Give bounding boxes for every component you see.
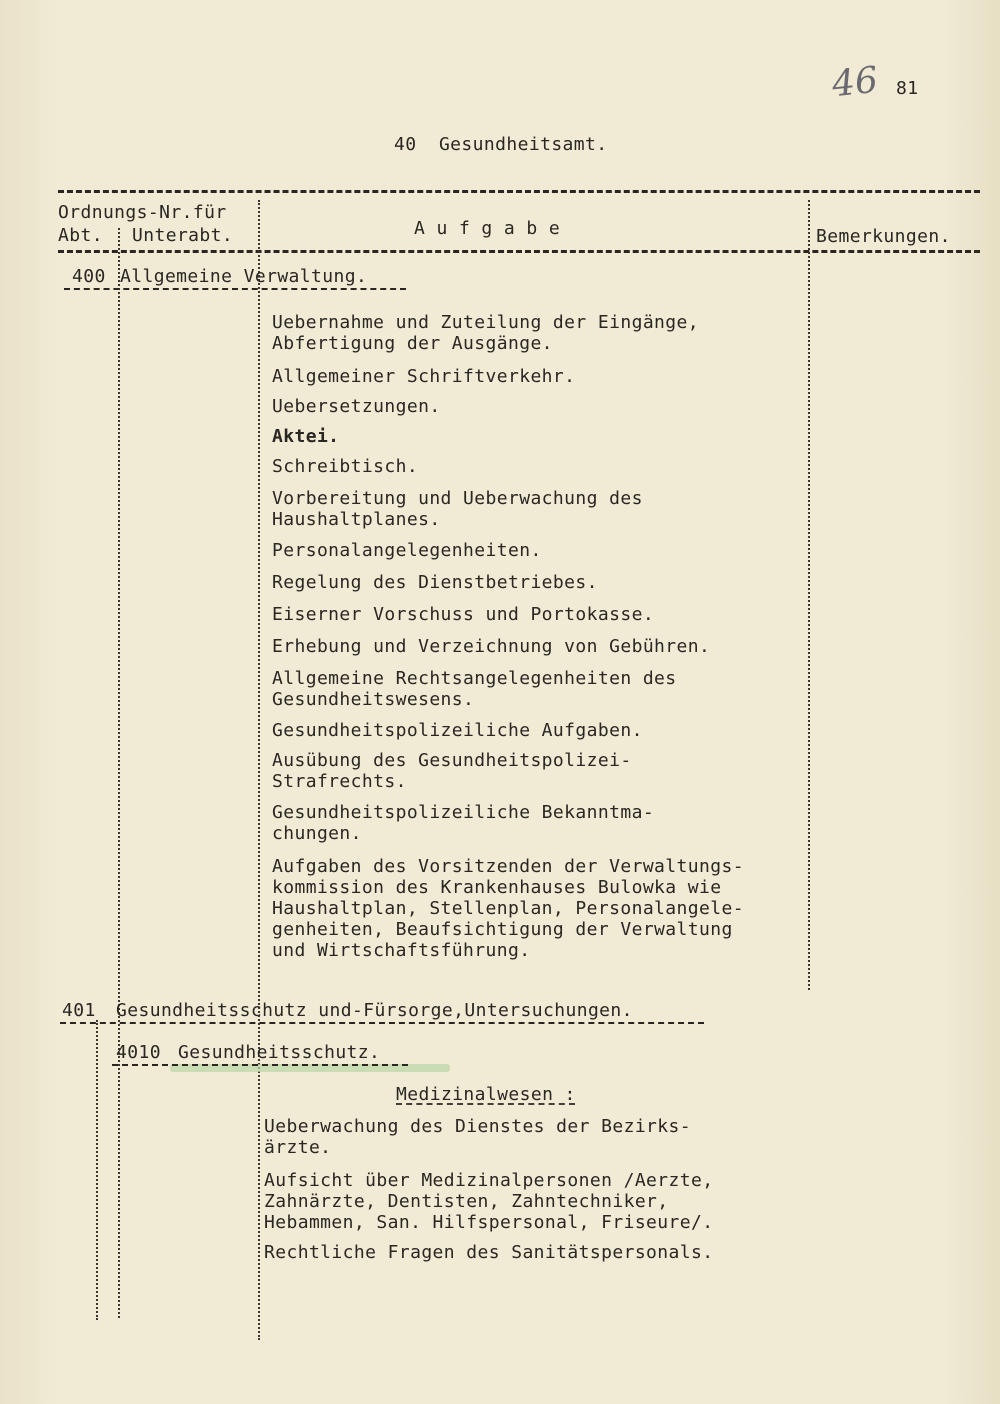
column-divider-abt (118, 228, 120, 1318)
column-divider-unterabt (258, 200, 260, 1340)
task-4010-1: Ueberwachung des Dienstes der Bezirks- ärzte. (264, 1116, 692, 1158)
section-401-number: 401 (62, 1000, 96, 1021)
task-400-4: Aktei. (272, 426, 340, 447)
task-400-2: Allgemeiner Schriftverkehr. (272, 366, 576, 387)
header-ordnungs-nr: Ordnungs-Nr.für (58, 202, 227, 223)
subheading-medizinalwesen: Medizinalwesen : (396, 1084, 576, 1105)
task-400-11: Allgemeine Rechtsangelegenheiten des Gesundheitswesens. (272, 668, 677, 710)
column-divider-left (96, 1020, 98, 1320)
section-401-underline (60, 1022, 704, 1024)
header-top-rule (58, 190, 980, 193)
header-bottom-rule (58, 250, 980, 253)
handwritten-folio-number: 46 (829, 59, 880, 106)
column-divider-bemerkungen (808, 200, 810, 990)
page-number: 81 (896, 78, 919, 99)
task-400-15: Aufgaben des Vorsitzenden der Verwaltungs- kommission des Krankenhauses Bulowka wie Haushaltplan, Stellenplan, Personalangele- genheiten, Beaufsichtigung der Verwaltung und Wirtschaftsführung. (272, 856, 744, 961)
section-400-underline (64, 288, 406, 290)
task-4010-3: Rechtliche Fragen des Sanitätspersonals. (264, 1242, 714, 1263)
section-400-label: Allgemeine Verwaltung. (120, 266, 368, 287)
task-400-3: Uebersetzungen. (272, 396, 441, 417)
task-400-14: Gesundheitspolizeiliche Bekanntma- chungen. (272, 802, 655, 844)
task-400-6: Vorbereitung und Ueberwachung des Haushaltplanes. (272, 488, 643, 530)
section-4010-number: 4010 (116, 1042, 161, 1063)
header-aufgabe: A u f g a b e (414, 218, 561, 239)
section-4010-label: Gesundheitsschutz. (178, 1042, 381, 1063)
task-400-1: Uebernahme und Zuteilung der Eingänge, Abfertigung der Ausgänge. (272, 312, 700, 354)
section-401-label: Gesundheitsschutz und-Fürsorge,Untersuchungen. (116, 1000, 633, 1021)
header-abt: Abt. (58, 225, 103, 246)
task-400-10: Erhebung und Verzeichnung von Gebühren. (272, 636, 711, 657)
section-4010-underline (112, 1064, 408, 1066)
header-unterabt: Unterabt. (132, 225, 234, 246)
task-400-8: Regelung des Dienstbetriebes. (272, 572, 598, 593)
task-4010-2: Aufsicht über Medizinalpersonen /Aerzte, Zahnärzte, Dentisten, Zahntechniker, Hebammen, San. Hilfspersonal, Friseure/. (264, 1170, 714, 1233)
section-400-number: 400 (72, 266, 106, 287)
task-400-12: Gesundheitspolizeiliche Aufgaben. (272, 720, 643, 741)
header-bemerkungen: Bemerkungen. (816, 226, 951, 247)
task-400-13: Ausübung des Gesundheitspolizei- Strafrechts. (272, 750, 632, 792)
task-400-9: Eiserner Vorschuss und Portokasse. (272, 604, 655, 625)
task-400-7: Personalangelegenheiten. (272, 540, 542, 561)
page-title: 40 Gesundheitsamt. (394, 134, 608, 155)
task-400-5: Schreibtisch. (272, 456, 419, 477)
